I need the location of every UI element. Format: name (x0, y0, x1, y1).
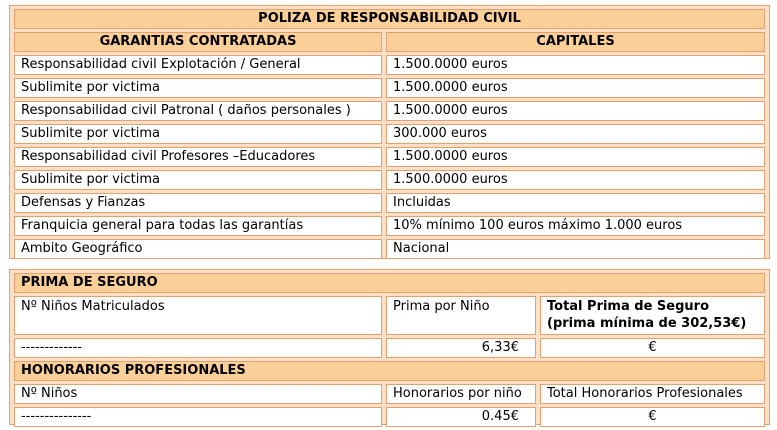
table-row (14, 216, 765, 236)
guarantee-cell: Sublimite por victima (14, 170, 382, 190)
fees-title: HONORARIOS PROFESIONALES (14, 361, 765, 381)
premium-title: PRIMA DE SEGURO (14, 273, 765, 293)
capital-cell: 1.500.0000 euros (386, 170, 765, 190)
table-row (14, 101, 765, 121)
table-row (14, 170, 765, 190)
fees-per-child-value: 0.45€ (386, 407, 536, 427)
fees-children-value: --------------- (14, 407, 382, 427)
premium-children-value: ------------- (14, 338, 382, 358)
guarantee-cell: Ambito Geográfico (14, 239, 382, 259)
capital-cell: 10% mínimo 100 euros máximo 1.000 euros (386, 216, 765, 236)
table-row (14, 147, 765, 167)
fees-total-label: Total Honorarios Profesionales (540, 384, 765, 404)
fees-total-value: € (540, 407, 765, 427)
premium-per-child-value: 6,33€ (386, 338, 536, 358)
capital-cell: 1.500.0000 euros (386, 101, 765, 121)
premium-fees-section (9, 269, 770, 425)
guarantees-header: GARANTIAS CONTRATADAS (14, 32, 382, 52)
premium-total-label-line1: Total Prima de Seguro (547, 299, 710, 314)
policy-title: POLIZA DE RESPONSABILIDAD CIVIL (14, 9, 765, 29)
capital-cell: 300.000 euros (386, 124, 765, 144)
guarantee-cell: Sublimite por victima (14, 124, 382, 144)
premium-total-label (540, 296, 765, 335)
table-row (14, 239, 765, 259)
policy-section (9, 5, 770, 259)
guarantee-cell: Responsabilidad civil Patronal ( daños personales ) (14, 101, 382, 121)
guarantee-cell: Responsabilidad civil Explotación / General (14, 55, 382, 75)
table-row (14, 55, 765, 75)
capital-cell: Incluidas (386, 193, 765, 213)
premium-total-value: € (540, 338, 765, 358)
table-row (14, 296, 765, 335)
premium-per-child-label: Prima por Niño (386, 296, 536, 335)
table-row (14, 124, 765, 144)
fees-children-label: Nº Niños (14, 384, 382, 404)
premium-children-label: Nº Niños Matriculados (14, 296, 382, 335)
capital-cell: Nacional (386, 239, 765, 259)
guarantee-cell: Franquicia general para todas las garantías (14, 216, 382, 236)
table-row (14, 338, 765, 358)
table-row (14, 407, 765, 427)
table-row (14, 193, 765, 213)
capitals-header: CAPITALES (386, 32, 765, 52)
fees-per-child-label: Honorarios por niño (386, 384, 536, 404)
table-row (14, 384, 765, 404)
premium-total-label-line2: (prima mínima de 302,53€) (547, 316, 747, 331)
table-row (14, 78, 765, 98)
premium-fees-table (10, 270, 769, 430)
capital-cell: 1.500.0000 euros (386, 147, 765, 167)
capital-cell: 1.500.0000 euros (386, 55, 765, 75)
guarantee-cell: Sublimite por victima (14, 78, 382, 98)
guarantee-cell: Defensas y Fianzas (14, 193, 382, 213)
capital-cell: 1.500.0000 euros (386, 78, 765, 98)
guarantee-cell: Responsabilidad civil Profesores –Educadores (14, 147, 382, 167)
policy-table (10, 6, 769, 262)
